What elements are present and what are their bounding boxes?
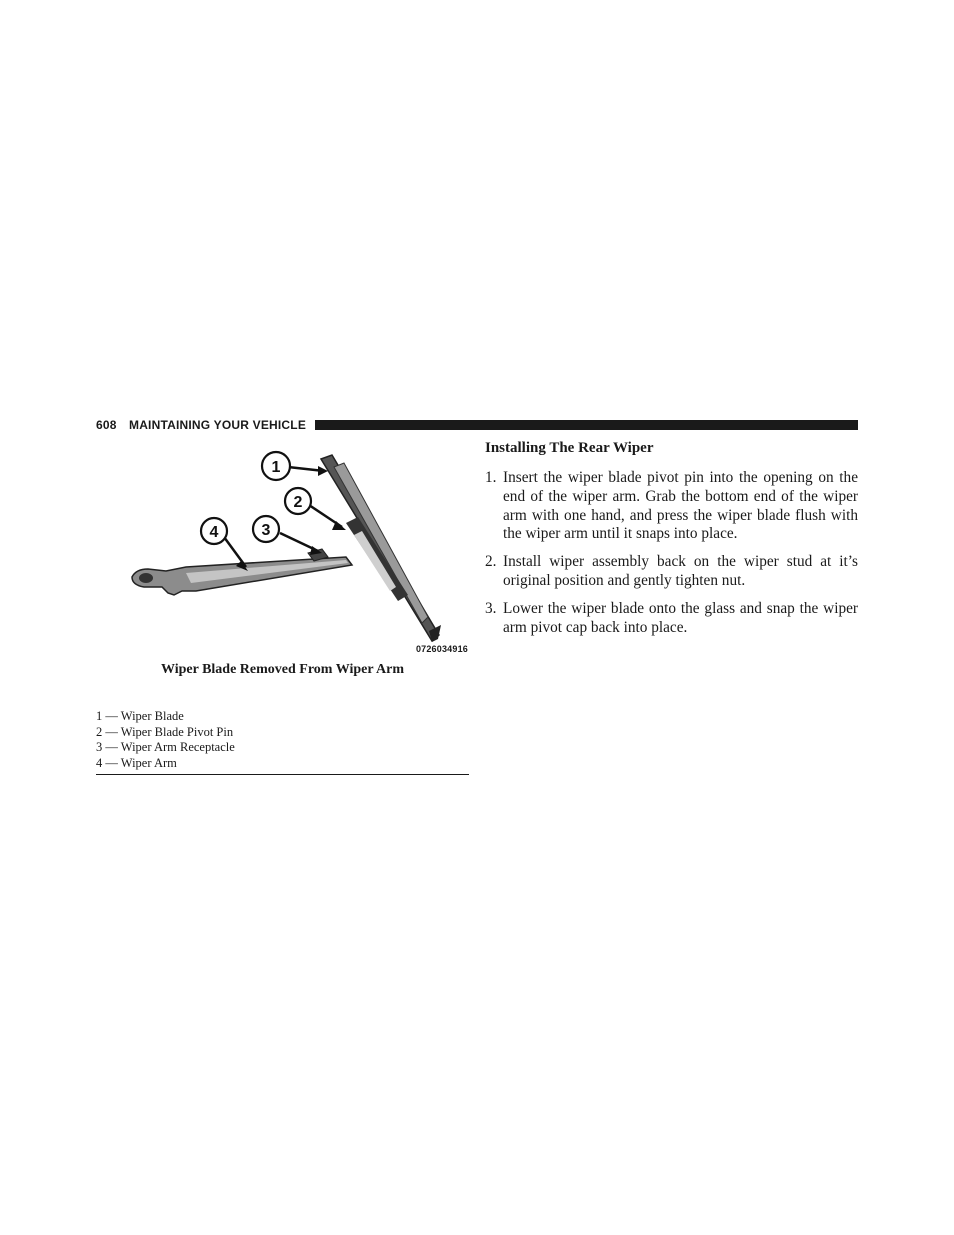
figure-legend — [96, 709, 469, 771]
wiper-arm-drawing — [132, 549, 352, 595]
page-header — [96, 417, 858, 433]
section-heading: Installing The Rear Wiper — [485, 440, 654, 456]
callout-2-label: 2 — [293, 494, 303, 511]
legend-item: 3 — Wiper Arm Receptacle — [96, 740, 235, 754]
image-code: 0726034916 — [415, 644, 468, 654]
step-text: Lower the wiper blade onto the glass and snap the wiper arm pivot cap back into place. — [503, 599, 858, 636]
wiper-blade-drawing — [321, 455, 441, 642]
wiper-illustration — [96, 445, 470, 657]
step-item — [485, 600, 858, 638]
page-number: 608 — [96, 418, 117, 432]
callout-4 — [201, 518, 227, 544]
callout-2 — [285, 488, 311, 514]
steps-list — [485, 469, 858, 637]
header-rule — [315, 420, 858, 430]
wiper-figure — [96, 445, 470, 657]
callout-4-label: 4 — [209, 524, 219, 541]
step-number: 3. — [485, 599, 497, 617]
instructions-column — [485, 438, 858, 646]
step-text: Install wiper assembly back on the wiper stud at it’s original position and gently tighten nut. — [503, 553, 858, 589]
step-text: Insert the wiper blade pivot pin into the opening on the end of the wiper arm. Grab the bottom end of the wiper arm with one hand, and press the wiper blade flush with the wiper arm until it snaps into place. — [503, 469, 858, 543]
step-number: 2. — [485, 553, 497, 571]
step-item — [485, 553, 858, 591]
step-number: 1. — [485, 469, 497, 486]
legend-rule — [96, 774, 469, 775]
callout-3-label: 3 — [261, 522, 271, 539]
legend-item: 2 — Wiper Blade Pivot Pin — [96, 724, 234, 739]
callout-1 — [262, 452, 290, 480]
callout-1-label: 1 — [271, 459, 281, 476]
legend-item: 4 — Wiper Arm — [96, 755, 177, 770]
step-item — [485, 469, 858, 544]
legend-item: 1 — Wiper Blade — [96, 709, 184, 723]
figure-caption: Wiper Blade Removed From Wiper Arm — [160, 662, 405, 677]
callout-3 — [253, 516, 279, 542]
section-title: MAINTAINING YOUR VEHICLE — [129, 418, 307, 432]
